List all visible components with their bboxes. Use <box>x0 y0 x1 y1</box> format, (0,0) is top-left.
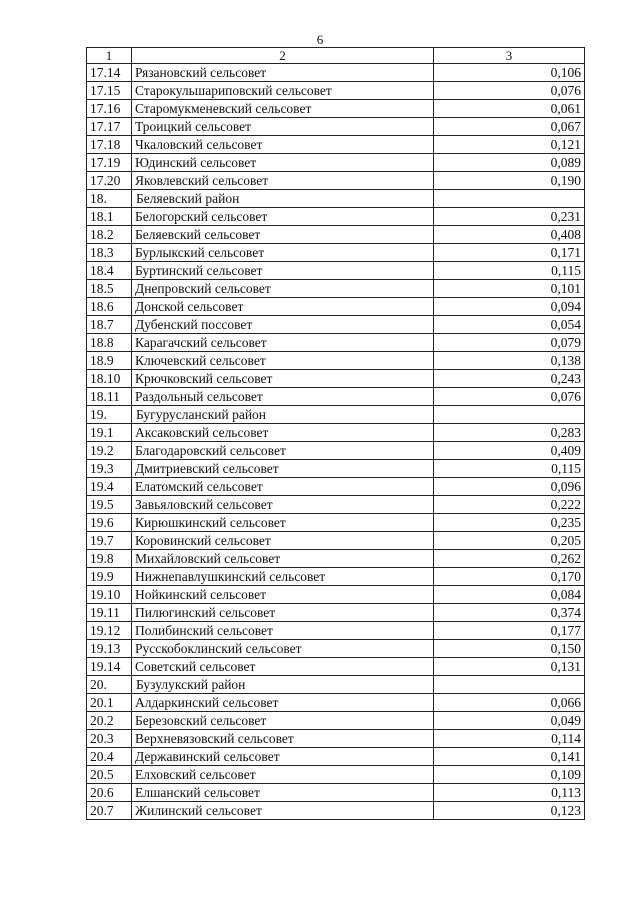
table-row <box>87 586 585 604</box>
row-value: 0,049 <box>434 712 585 730</box>
row-value: 0,121 <box>434 136 585 154</box>
row-number: 17.16 <box>87 100 132 118</box>
district-row <box>87 406 585 424</box>
row-value: 0,409 <box>434 442 585 460</box>
row-name: Елховский сельсовет <box>132 766 434 784</box>
row-number: 18.3 <box>87 244 132 262</box>
table-row <box>87 316 585 334</box>
row-value: 0,171 <box>434 244 585 262</box>
row-name: Раздольный сельсовет <box>132 388 434 406</box>
row-number: 20.1 <box>87 694 132 712</box>
row-number: 19.11 <box>87 604 132 622</box>
row-number: 19.9 <box>87 568 132 586</box>
row-name: Полибинский сельсовет <box>132 622 434 640</box>
table-row <box>87 280 585 298</box>
row-name: Кирюшкинский сельсовет <box>132 514 434 532</box>
table-row <box>87 388 585 406</box>
row-name: Михайловский сельсовет <box>132 550 434 568</box>
row-number: 17.15 <box>87 82 132 100</box>
row-number: 19.4 <box>87 478 132 496</box>
table-row <box>87 622 585 640</box>
row-name: Советский сельсовет <box>132 658 434 676</box>
table-row <box>87 82 585 100</box>
row-value: 0,235 <box>434 514 585 532</box>
header-col-2: 2 <box>132 48 434 64</box>
row-value: 0,190 <box>434 172 585 190</box>
row-number: 17.17 <box>87 118 132 136</box>
table-row <box>87 658 585 676</box>
table-row <box>87 100 585 118</box>
row-value: 0,101 <box>434 280 585 298</box>
row-value: 0,205 <box>434 532 585 550</box>
row-number: 19.1 <box>87 424 132 442</box>
row-name: Буртинский сельсовет <box>132 262 434 280</box>
table-row <box>87 460 585 478</box>
row-number: 19.5 <box>87 496 132 514</box>
row-value <box>434 406 585 424</box>
row-number: 18.1 <box>87 208 132 226</box>
table-row <box>87 550 585 568</box>
row-number: 18.2 <box>87 226 132 244</box>
row-number: 18.5 <box>87 280 132 298</box>
table-row <box>87 262 585 280</box>
row-name: Дмитриевский сельсовет <box>132 460 434 478</box>
row-value: 0,408 <box>434 226 585 244</box>
table-row <box>87 496 585 514</box>
row-name: Беляевский сельсовет <box>132 226 434 244</box>
row-name: Державинский сельсовет <box>132 748 434 766</box>
table-row <box>87 784 585 802</box>
row-name: Дубенский поссовет <box>132 316 434 334</box>
row-name: Березовский сельсовет <box>132 712 434 730</box>
row-value <box>434 190 585 208</box>
table-row <box>87 442 585 460</box>
row-number: 18.10 <box>87 370 132 388</box>
row-value: 0,113 <box>434 784 585 802</box>
row-value: 0,123 <box>434 802 585 820</box>
row-value: 0,115 <box>434 262 585 280</box>
row-number: 19.12 <box>87 622 132 640</box>
row-value: 0,096 <box>434 478 585 496</box>
row-name: Юдинский сельсовет <box>132 154 434 172</box>
table-row <box>87 136 585 154</box>
row-value: 0,170 <box>434 568 585 586</box>
row-value: 0,131 <box>434 658 585 676</box>
row-name: Елшанский сельсовет <box>132 784 434 802</box>
row-value: 0,061 <box>434 100 585 118</box>
row-number: 18.9 <box>87 352 132 370</box>
row-name: Верхневязовский сельсовет <box>132 730 434 748</box>
row-name: Благодаровский сельсовет <box>132 442 434 460</box>
row-name: Чкаловский сельсовет <box>132 136 434 154</box>
row-number: 17.19 <box>87 154 132 172</box>
table-header-row <box>87 48 585 64</box>
table-row <box>87 334 585 352</box>
table-row <box>87 712 585 730</box>
row-value <box>434 676 585 694</box>
row-number: 19.10 <box>87 586 132 604</box>
table-row <box>87 298 585 316</box>
row-number: 18.6 <box>87 298 132 316</box>
table-row <box>87 604 585 622</box>
row-value: 0,231 <box>434 208 585 226</box>
row-number: 19.7 <box>87 532 132 550</box>
table-row <box>87 694 585 712</box>
row-name: Пилюгинский сельсовет <box>132 604 434 622</box>
row-name: Алдаркинский сельсовет <box>132 694 434 712</box>
table-row <box>87 64 585 82</box>
row-name: Аксаковский сельсовет <box>132 424 434 442</box>
table-row <box>87 352 585 370</box>
table-row <box>87 118 585 136</box>
row-name: Донской сельсовет <box>132 298 434 316</box>
row-number: 20.6 <box>87 784 132 802</box>
table-row <box>87 478 585 496</box>
row-number: 18.7 <box>87 316 132 334</box>
table-row <box>87 532 585 550</box>
row-name: Коровинский сельсовет <box>132 532 434 550</box>
row-number: 18.4 <box>87 262 132 280</box>
row-name: Белогорский сельсовет <box>132 208 434 226</box>
row-name: Рязановский сельсовет <box>132 64 434 82</box>
row-value: 0,150 <box>434 640 585 658</box>
row-name: Бугурусланский район <box>132 406 434 424</box>
row-number: 19. <box>87 406 132 424</box>
row-value: 0,084 <box>434 586 585 604</box>
row-value: 0,222 <box>434 496 585 514</box>
district-row <box>87 676 585 694</box>
row-value: 0,054 <box>434 316 585 334</box>
table-row <box>87 172 585 190</box>
table-row <box>87 568 585 586</box>
row-number: 19.14 <box>87 658 132 676</box>
row-number: 19.3 <box>87 460 132 478</box>
table-row <box>87 244 585 262</box>
row-name: Елатомский сельсовет <box>132 478 434 496</box>
row-name: Бурлыкский сельсовет <box>132 244 434 262</box>
table-row <box>87 730 585 748</box>
row-value: 0,115 <box>434 460 585 478</box>
table-row <box>87 514 585 532</box>
row-name: Ключевский сельсовет <box>132 352 434 370</box>
row-value: 0,374 <box>434 604 585 622</box>
row-number: 19.6 <box>87 514 132 532</box>
row-value: 0,067 <box>434 118 585 136</box>
table-row <box>87 424 585 442</box>
row-number: 20.5 <box>87 766 132 784</box>
row-value: 0,079 <box>434 334 585 352</box>
row-number: 20.7 <box>87 802 132 820</box>
row-name: Старокульшариповский сельсовет <box>132 82 434 100</box>
table-row <box>87 640 585 658</box>
data-table <box>86 47 585 820</box>
row-value: 0,177 <box>434 622 585 640</box>
row-name: Бузулукский район <box>132 676 434 694</box>
row-name: Завьяловский сельсовет <box>132 496 434 514</box>
row-number: 17.18 <box>87 136 132 154</box>
row-value: 0,283 <box>434 424 585 442</box>
row-name: Жилинский сельсовет <box>132 802 434 820</box>
row-number: 20.2 <box>87 712 132 730</box>
row-number: 17.20 <box>87 172 132 190</box>
row-name: Днепровский сельсовет <box>132 280 434 298</box>
row-name: Нойкинский сельсовет <box>132 586 434 604</box>
row-value: 0,066 <box>434 694 585 712</box>
row-number: 18.8 <box>87 334 132 352</box>
row-number: 17.14 <box>87 64 132 82</box>
row-value: 0,076 <box>434 388 585 406</box>
row-number: 19.2 <box>87 442 132 460</box>
table-row <box>87 226 585 244</box>
row-value: 0,262 <box>434 550 585 568</box>
row-number: 19.13 <box>87 640 132 658</box>
row-value: 0,141 <box>434 748 585 766</box>
row-name: Нижнепавлушкинский сельсовет <box>132 568 434 586</box>
table-row <box>87 802 585 820</box>
district-row <box>87 190 585 208</box>
table-row <box>87 154 585 172</box>
row-number: 20.4 <box>87 748 132 766</box>
row-value: 0,138 <box>434 352 585 370</box>
row-number: 19.8 <box>87 550 132 568</box>
row-name: Троицкий сельсовет <box>132 118 434 136</box>
table-row <box>87 748 585 766</box>
row-value: 0,106 <box>434 64 585 82</box>
row-name: Крючковский сельсовет <box>132 370 434 388</box>
row-number: 18.11 <box>87 388 132 406</box>
row-name: Карагачский сельсовет <box>132 334 434 352</box>
row-value: 0,109 <box>434 766 585 784</box>
row-value: 0,076 <box>434 82 585 100</box>
row-number: 20. <box>87 676 132 694</box>
row-name: Яковлевский сельсовет <box>132 172 434 190</box>
header-col-1: 1 <box>87 48 132 64</box>
row-number: 18. <box>87 190 132 208</box>
row-name: Русскобоклинский сельсовет <box>132 640 434 658</box>
table-row <box>87 766 585 784</box>
row-value: 0,094 <box>434 298 585 316</box>
row-value: 0,114 <box>434 730 585 748</box>
row-value: 0,089 <box>434 154 585 172</box>
row-name: Беляевский район <box>132 190 434 208</box>
table-row <box>87 208 585 226</box>
header-col-3: 3 <box>434 48 585 64</box>
row-name: Старомукменевский сельсовет <box>132 100 434 118</box>
table-row <box>87 370 585 388</box>
page-number: 6 <box>316 32 324 47</box>
row-value: 0,243 <box>434 370 585 388</box>
row-number: 20.3 <box>87 730 132 748</box>
